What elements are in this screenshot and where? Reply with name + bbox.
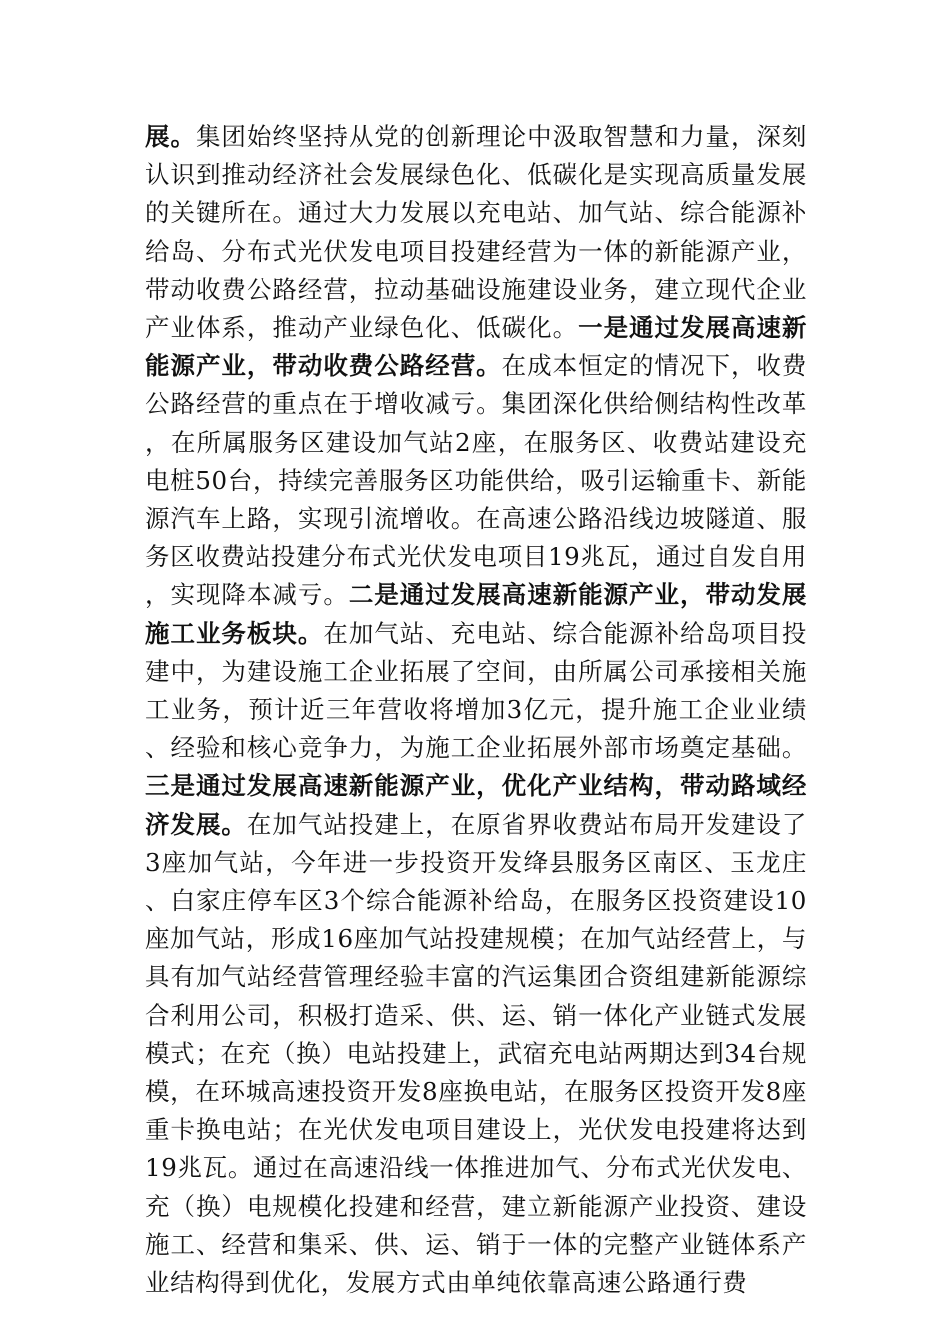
- bold-heading-three: 三是通过发展高速新能源产业，优化产业结构，带动路域经济发展。: [145, 771, 807, 839]
- body-text: 集团始终坚持从党的创新理论中汲取智慧和力量，深刻认识到推动经济社会发展绿色化、低碳化是实现高质量发展的关键所在。通过大力发展以充电站、加气站、综合能源补给岛、分布式光伏发电项目投建经营为一体的新能源产业，带动收费公路经营，拉动基础设施建设业务，建立现代企业产业体系，推动产业绿色化、低碳化。: [145, 122, 807, 343]
- document-page: [145, 118, 807, 1302]
- body-paragraph: [145, 118, 807, 1302]
- body-text: 在加气站、充电站、综合能源补给岛项目投建中，为建设施工企业拓展了空间，由所属公司承接相关施工业务，预计近三年营收将增加3亿元，提升施工企业业绩、经验和核心竞争力，为施工企业拓展外部市场奠定基础。: [145, 618, 808, 763]
- bold-heading-two: 二是通过发展高速新能源产业，带动发展施工业务板块。: [145, 580, 807, 648]
- bold-lead-continuation: 展。: [145, 122, 196, 151]
- body-text: 在成本恒定的情况下，收费公路经营的重点在于增收减亏。集团深化供给侧结构性改革，在所属服务区建设加气站2座，在服务区、收费站建设充电桩50台，持续完善服务区功能供给，吸引运输重卡、新能源汽车上路，实现引流增收。在高速公路沿线边坡隧道、服务区收费站投建分布式光伏发电项目19兆瓦，通过自发自用，实现降本减亏。: [145, 351, 808, 610]
- bold-heading-one: 一是通过发展高速新能源产业，带动收费公路经营。: [145, 313, 807, 381]
- body-text: 在加气站投建上，在原省界收费站布局开发建设了3座加气站，今年进一步投资开发绛县服务区南区、玉龙庄、白家庄停车区3个综合能源补给岛，在服务区投资建设10座加气站，形成16座加气站投建规模；在加气站经营上，与具有加气站经营管理经验丰富的汽运集团合资组建新能源综合利用公司，积极打造采、供、运、销一体化产业链式发展模式；在充（换）电站投建上，武宿充电站两期达到34台规模，在环城高速投资开发8座换电站，在服务区投资开发8座重卡换电站；在光伏发电项目建设上，光伏发电投建将达到19兆瓦。通过在高速沿线一体推进加气、分布式光伏发电、充（换）电规模化投建和经营，建立新能源产业投资、建设施工、经营和集采、供、运、销于一体的完整产业链体系产业结构得到优化，发展方式由单纯依靠高速公路通行费: [145, 809, 807, 1298]
